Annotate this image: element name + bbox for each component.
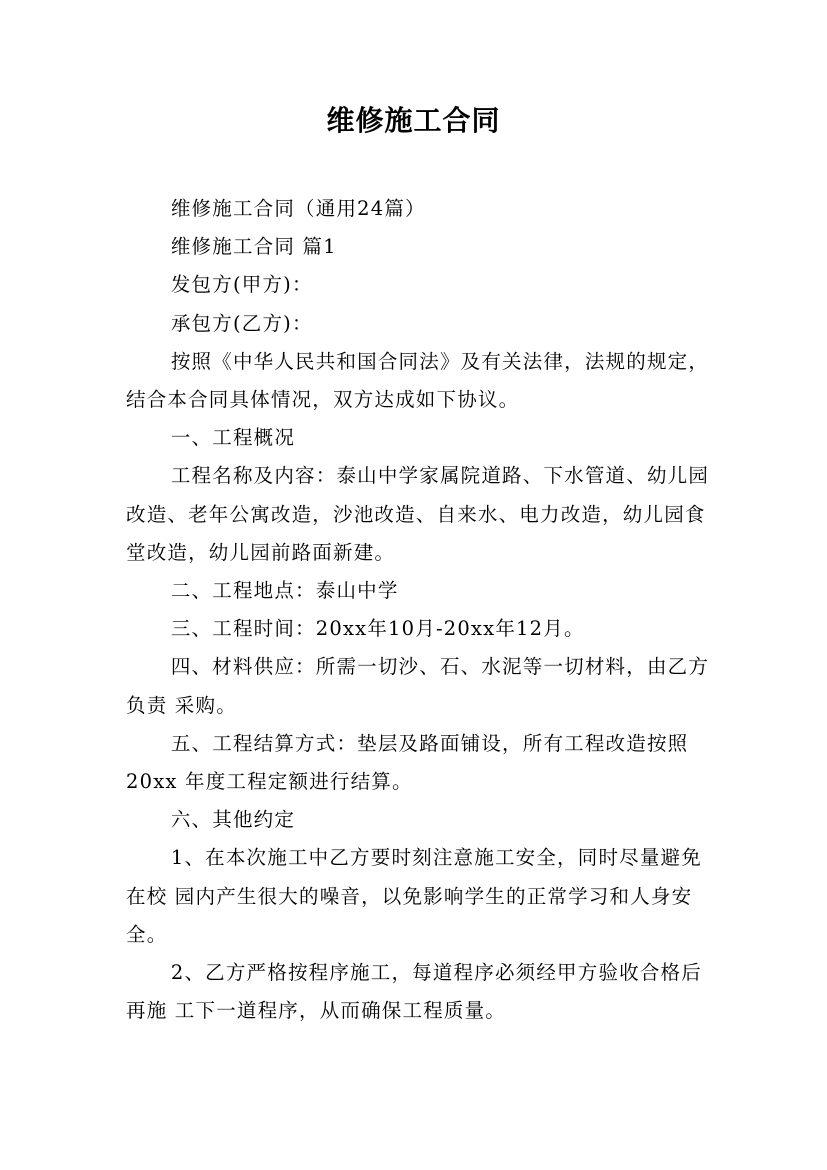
document-body	[126, 190, 716, 1030]
paragraph-clause-6-heading: 六、其他约定	[170, 808, 296, 832]
paragraph-other-item-2: 2、乙方严格按程序施工，每道程序必须经甲方验收合格后再施 工下一道程序，从而确保工程质量。	[126, 961, 702, 1023]
paragraph-preamble: 按照《中华人民共和国合同法》及有关法律，法规的规定，结合本合同具体情况，双方达成如下协议。	[126, 349, 710, 412]
paragraph-collection-title: 维修施工合同（通用24篇）	[170, 197, 426, 220]
paragraph-party-b: 承包方(乙方)：	[170, 311, 313, 335]
paragraph-party-a: 发包方(甲方)：	[170, 273, 313, 297]
paragraph-clause-5-settlement: 五、工程结算方式：垫层及路面铺设，所有工程改造按照20xx 年度工程定额进行结算。	[126, 731, 689, 794]
paragraph-project-content: 工程名称及内容：泰山中学家属院道路、下水管道、幼儿园 改造、老年公寓改造，沙池改造、自来水、电力改造，幼儿园食堂改造，幼儿园前路面新建。	[126, 464, 710, 564]
document-title: 维修施工合同	[326, 104, 501, 137]
paragraph-clause-2-location: 二、工程地点：泰山中学	[170, 579, 399, 603]
paragraph-clause-4-materials: 四、材料供应：所需一切沙、石、水泥等一切材料，由乙方负责 采购。	[126, 655, 710, 717]
paragraph-clause-3-time: 三、工程时间：20xx年10月-20xx年12月。	[170, 617, 585, 641]
paragraph-other-item-1: 1、在本次施工中乙方要时刻注意施工安全，同时尽量避免在校 园内产生很大的噪音，以免影响学生的正常学习和人身安全。	[126, 846, 702, 946]
paragraph-clause-1-heading: 一、工程概况	[170, 426, 296, 450]
paragraph-section-heading: 维修施工合同 篇1	[170, 235, 337, 259]
